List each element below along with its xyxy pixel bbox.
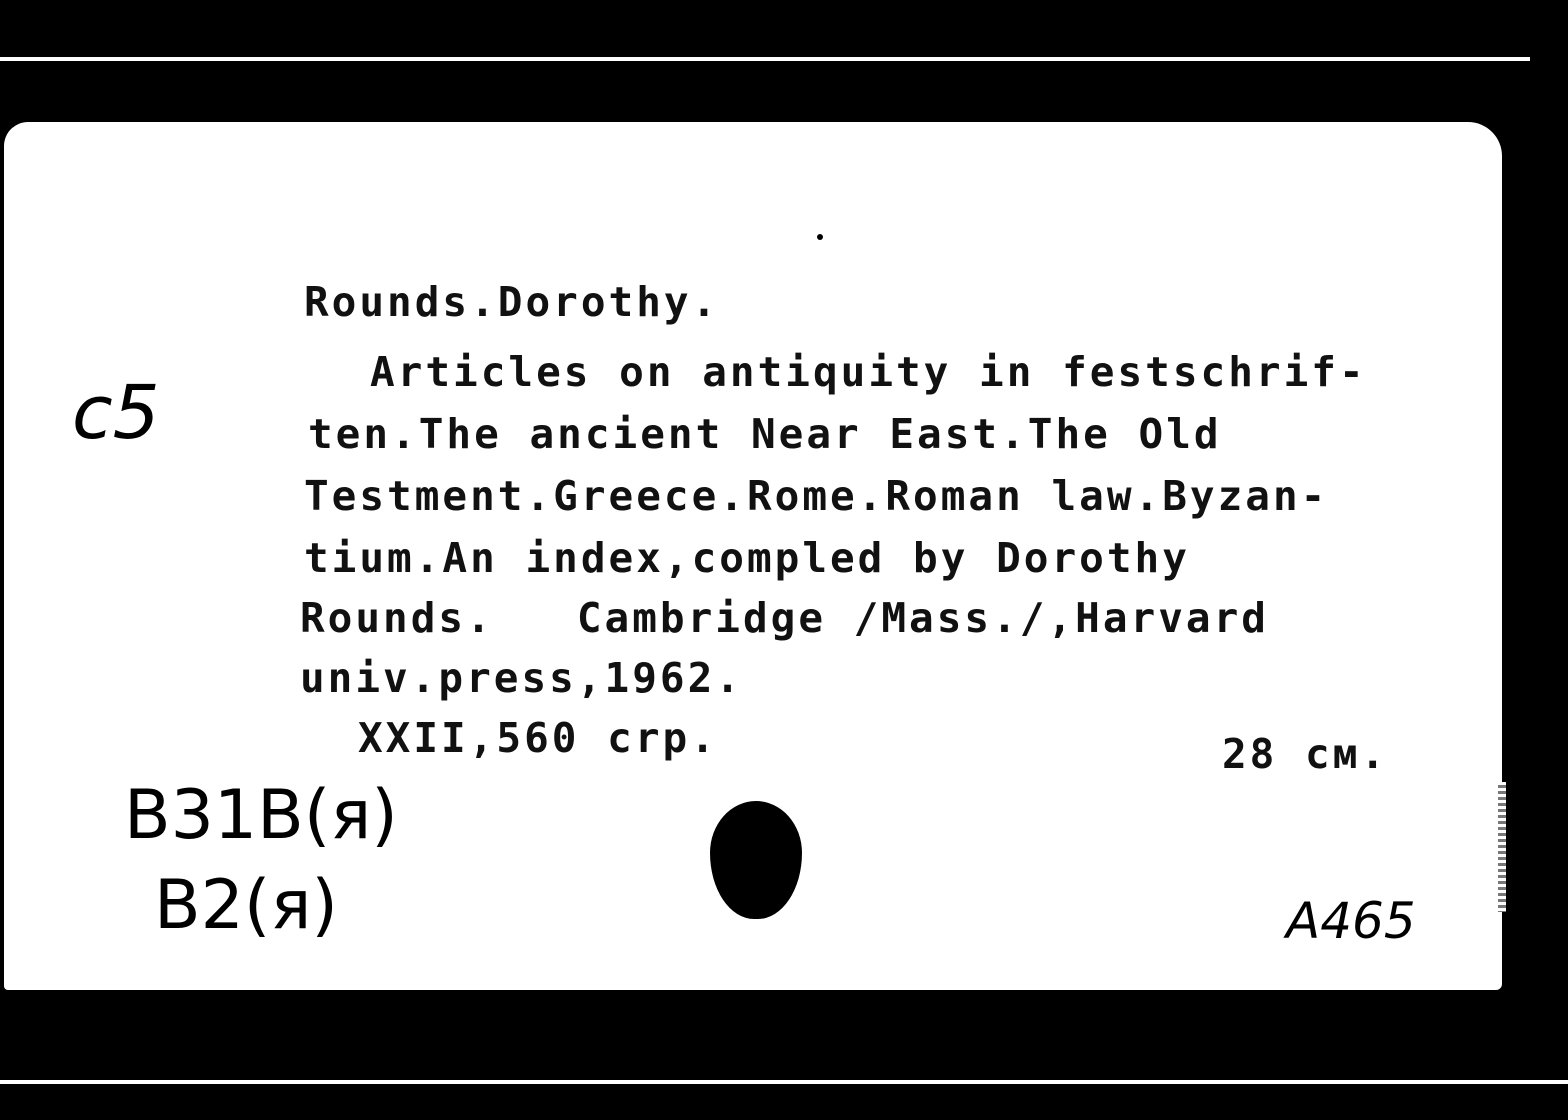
title-line-6: univ.press,1962. — [300, 654, 743, 702]
card-edge-speckle — [1498, 782, 1506, 912]
punch-hole — [710, 801, 802, 919]
top-border-line — [0, 57, 1530, 61]
bottom-border-line — [0, 1080, 1568, 1084]
catalog-card — [4, 122, 1502, 990]
handwritten-corner-code: A465 — [1286, 892, 1416, 950]
title-line-3: Testment.Greece.Rome.Roman law.Byzan- — [304, 472, 1329, 520]
title-line-2: ten.The ancient Near East.The Old — [308, 410, 1222, 458]
handwritten-shelf-mark-1: B31B(я) — [124, 776, 398, 855]
handwritten-left-mark: c5 — [72, 370, 160, 456]
pagination: XXII,560 crp. — [358, 714, 718, 762]
ink-speck — [817, 234, 823, 240]
handwritten-shelf-mark-2: B2(я) — [154, 866, 338, 945]
title-line-1: Articles on antiquity in festschrif- — [370, 348, 1367, 396]
title-line-4: tium.An index,compled by Dorothy — [304, 534, 1190, 582]
size-note: 28 cм. — [1222, 730, 1389, 778]
author-heading: Rounds.Dorothy. — [304, 278, 720, 326]
title-line-5: Rounds. Cambridge /Mass./,Harvard — [300, 594, 1269, 642]
